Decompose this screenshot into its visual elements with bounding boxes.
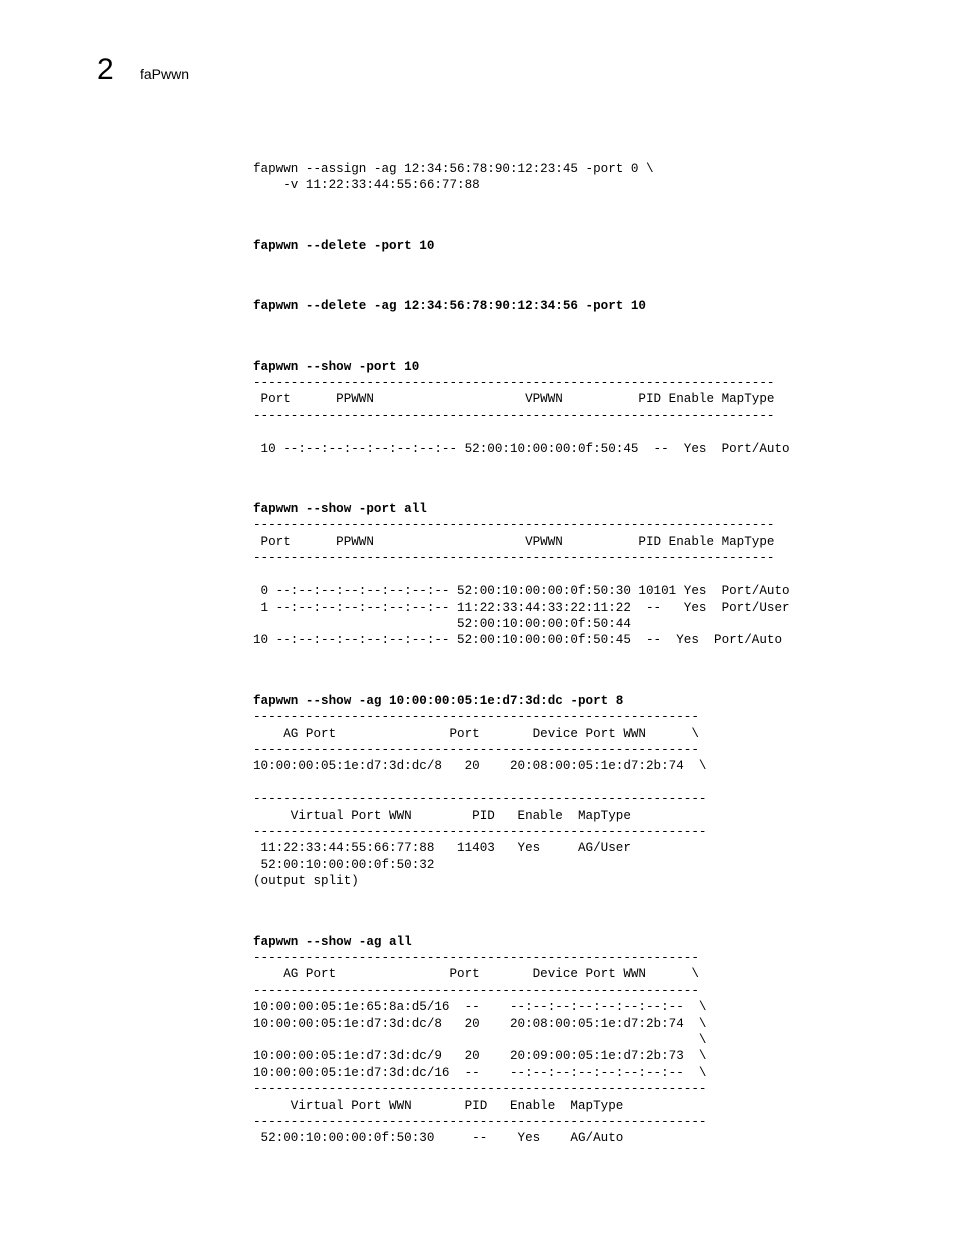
output-line: 10:00:00:05:1e:65:8a:d5/16 -- --:--:--:--:--:--:--:-- \ [253, 1000, 707, 1015]
output-line: --------------------------------------------------------------------- [253, 376, 775, 391]
output-line: 10:00:00:05:1e:d7:3d:dc/9 20 20:09:00:05:1e:d7:2b:73 \ [253, 1049, 707, 1064]
command-delete-port: fapwwn --delete -port 10 [253, 238, 435, 253]
output-line: (output split) [253, 874, 359, 889]
output-line: ----------------------------------------------------------- [253, 983, 699, 998]
output-line [253, 567, 933, 583]
show-ag-all-example [253, 934, 933, 1147]
output-show-ag-all [253, 950, 933, 1147]
spacer [253, 457, 933, 501]
command-show-port-10: fapwwn --show -port 10 [253, 359, 420, 374]
output-line: 11:22:33:44:55:66:77:88 11403 Yes AG/User [253, 841, 631, 856]
running-title: faPwwn [140, 66, 190, 82]
output-show-port-10 [253, 375, 933, 457]
command-show-ag-all: fapwwn --show -ag all [253, 934, 412, 949]
output-line: Port PPWWN VPWWN PID Enable MapType [253, 534, 775, 549]
command-show-port-all: fapwwn --show -port all [253, 502, 427, 517]
output-line: 10:00:00:05:1e:d7:3d:dc/8 20 20:08:00:05:1e:d7:2b:74 \ [253, 1016, 707, 1031]
show-port-all-example [253, 501, 933, 649]
output-show-port-all [253, 517, 933, 648]
output-show-ag-port8 [253, 709, 933, 889]
chapter-number: 2 [97, 53, 114, 86]
output-line: 52:00:10:00:00:0f:50:30 -- Yes AG/Auto [253, 1131, 624, 1146]
output-line [253, 424, 933, 440]
show-ag-port8-example [253, 693, 933, 890]
page-content [253, 161, 933, 1147]
code-line: -v 11:22:33:44:55:66:77:88 [253, 178, 480, 193]
output-line: Virtual Port WWN PID Enable MapType [253, 1098, 624, 1113]
example-assign [253, 161, 933, 194]
output-line: ------------------------------------------------------------ [253, 792, 707, 807]
spacer [253, 254, 933, 298]
output-line: 10:00:00:05:1e:d7:3d:dc/8 20 20:08:00:05:1e:d7:2b:74 \ [253, 759, 707, 774]
code-line: fapwwn --assign -ag 12:34:56:78:90:12:23:45 -port 0 \ [253, 162, 654, 176]
output-line: ----------------------------------------------------------- [253, 951, 699, 965]
output-line: AG Port Port Device Port WWN \ [253, 726, 699, 741]
output-line: 10:00:00:05:1e:d7:3d:dc/16 -- --:--:--:--:--:--:--:-- \ [253, 1065, 707, 1080]
command-show-ag-port8: fapwwn --show -ag 10:00:00:05:1e:d7:3d:dc -port 8 [253, 693, 624, 708]
output-line: ----------------------------------------------------------- [253, 742, 699, 757]
output-line: 0 --:--:--:--:--:--:--:-- 52:00:10:00:00:0f:50:30 10101 Yes Port/Auto [253, 584, 790, 599]
show-port-10-example [253, 359, 933, 457]
output-line: 10 --:--:--:--:--:--:--:-- 52:00:10:00:00:0f:50:45 -- Yes Port/Auto [253, 633, 783, 648]
spacer [253, 315, 933, 359]
output-line: \ [253, 1033, 707, 1048]
output-line: Port PPWWN VPWWN PID Enable MapType [253, 392, 775, 407]
output-line: ------------------------------------------------------------ [253, 1115, 707, 1130]
output-line: Virtual Port WWN PID Enable MapType [253, 808, 631, 823]
command-delete-ag: fapwwn --delete -ag 12:34:56:78:90:12:34:56 -port 10 [253, 299, 646, 314]
spacer [253, 194, 933, 238]
output-line: 1 --:--:--:--:--:--:--:-- 11:22:33:44:33:22:11:22 -- Yes Port/User [253, 600, 790, 615]
output-line: 52:00:10:00:00:0f:50:32 [253, 857, 435, 872]
output-line: ------------------------------------------------------------ [253, 1082, 707, 1097]
output-line: ------------------------------------------------------------ [253, 824, 707, 839]
output-line: 52:00:10:00:00:0f:50:44 [253, 616, 631, 631]
output-line: --------------------------------------------------------------------- [253, 518, 775, 533]
output-line: AG Port Port Device Port WWN \ [253, 967, 699, 982]
output-line: --------------------------------------------------------------------- [253, 551, 775, 566]
spacer [253, 890, 933, 934]
output-line [253, 775, 933, 791]
output-line: 10 --:--:--:--:--:--:--:-- 52:00:10:00:00:0f:50:45 -- Yes Port/Auto [253, 441, 790, 456]
output-line: --------------------------------------------------------------------- [253, 408, 775, 423]
spacer [253, 649, 933, 693]
output-line: ----------------------------------------------------------- [253, 710, 699, 725]
